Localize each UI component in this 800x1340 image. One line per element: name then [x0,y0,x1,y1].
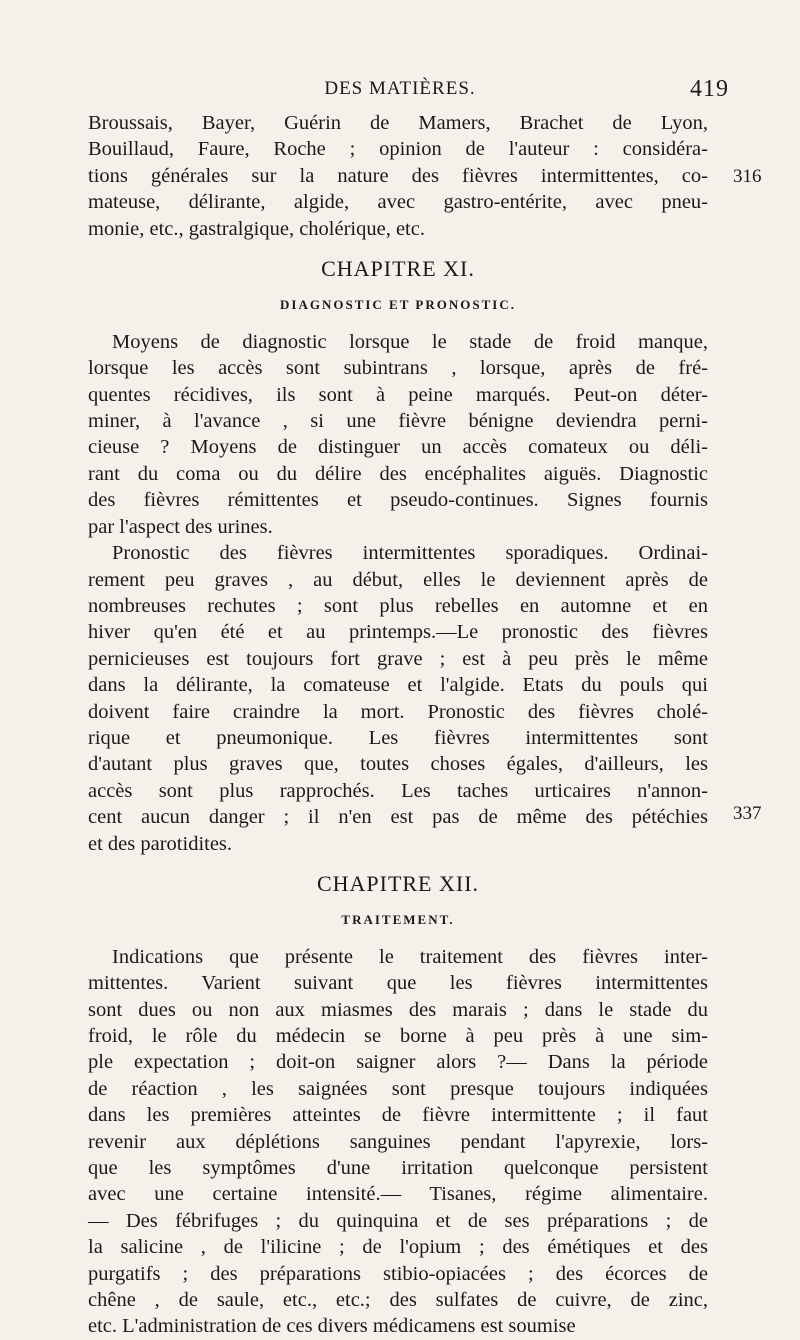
text-line: nombreuses rechutes ; sont plus rebelles en automne et en [88,594,708,617]
text-line: tions générales sur la nature des fièvres intermittentes, co- [88,164,708,187]
text-line: des fièvres rémittentes et pseudo-continues. Signes fournis [88,489,708,512]
text-line: cent aucun danger ; il n'en est pas de même des pétéchies [88,806,708,829]
page-number: 419 [690,76,729,102]
text-line: hiver qu'en été et au printemps.—Le pronostic des fièvres [88,621,708,644]
text-line: sont dues ou non aux miasmes des marais ; dans le stade du [88,998,708,1021]
text-line: ple expectation ; doit-on saigner alors ?— Dans la période [88,1051,708,1074]
chapter-11-summary [88,329,708,857]
text-line: doivent faire craindre la mort. Pronostic des fièvres cholé- [88,700,708,723]
text-line: Pronostic des fièvres intermittentes sporadiques. Ordinai- [112,542,708,565]
text-line: etc. L'administration de ces divers médicamens est soumise [88,1315,576,1338]
text-line: chêne , de saule, etc., etc.; des sulfates de cuivre, de zinc, [88,1289,708,1312]
text-line: mittentes. Varient suivant que les fièvres intermittentes [88,972,708,995]
text-line: dans la délirante, la comateuse et l'algide. Etats du pouls qui [88,674,708,697]
toc-entry-intro [88,110,708,242]
text-line: accès sont plus rapprochés. Les taches urticaires n'annon- [88,779,708,802]
text-line: lorsque les accès sont subintrans , lorsque, après de fré- [88,357,708,380]
text-line: monie, etc., gastralgique, cholérique, etc. [88,217,425,240]
text-line: rant du coma ou du délire des encéphalites aiguës. Diagnostic [88,462,708,485]
chapter-12-subtitle: TRAITEMENT. [341,912,455,928]
text-line: pernicieuses est toujours fort grave ; est à peu près le même [88,647,708,670]
running-title: DES MATIÈRES. [324,78,476,99]
text-line: avec une certaine intensité.— Tisanes, régime alimentaire. [88,1183,708,1206]
text-line: froid, le rôle du médecin se borne à peu près à une sim- [88,1025,708,1047]
text-line: cieuse ? Moyens de distinguer un accès comateux ou déli- [88,436,708,459]
table-of-contents-text [88,110,708,1340]
text-line: quentes récidives, ils sont à peine marqués. Peut-on déter- [88,383,708,406]
text-line: par l'aspect des urines. [88,515,273,538]
text-line: — Des fébrifuges ; du quinquina et de ses préparations ; de [88,1209,708,1232]
text-line: de réaction , les saignées sont presque toujours indiquées [88,1077,708,1100]
text-line: mateuse, délirante, algide, avec gastro-entérite, avec pneu- [88,191,708,214]
text-line: revenir aux déplétions sanguines pendant l'apyrexie, lors- [88,1130,708,1153]
text-line: purgatifs ; des préparations stibio-opiacées ; des écorces de [88,1262,708,1285]
text-line: que les symptômes d'une irritation quelconque persistent [88,1157,708,1180]
page-reference-316: 316 [733,166,762,187]
text-line: et des parotidites. [88,832,233,855]
text-line: miner, à l'avance , si une fièvre bénigne deviendra perni- [88,410,708,433]
text-line: d'autant plus graves que, toutes choses égales, d'ailleurs, les [88,753,708,776]
text-line: dans les premières atteintes de fièvre intermittente ; il faut [88,1104,708,1127]
chapter-12-title: CHAPITRE XII. [316,870,480,896]
page-reference-337: 337 [733,803,762,824]
chapter-12-summary [88,944,708,1340]
text-line: Indications que présente le traitement des fièvres inter- [112,945,708,968]
text-line: rement peu graves , au début, elles le deviennent après de [88,568,708,591]
text-line: la salicine , de l'ilicine ; de l'opium ; des émétiques et des [88,1236,708,1259]
text-line: Broussais, Bayer, Guérin de Mamers, Brachet de Lyon, [88,112,708,134]
chapter-11-subtitle: DIAGNOSTIC ET PRONOSTIC. [280,297,516,313]
text-line: Moyens de diagnostic lorsque le stade de froid manque, [112,330,708,353]
text-line: rique et pneumonique. Les fièvres intermittentes sont [88,726,708,749]
text-line: Bouillaud, Faure, Roche ; opinion de l'auteur : considéra- [88,138,708,161]
chapter-11-title: CHAPITRE XI. [321,256,475,282]
